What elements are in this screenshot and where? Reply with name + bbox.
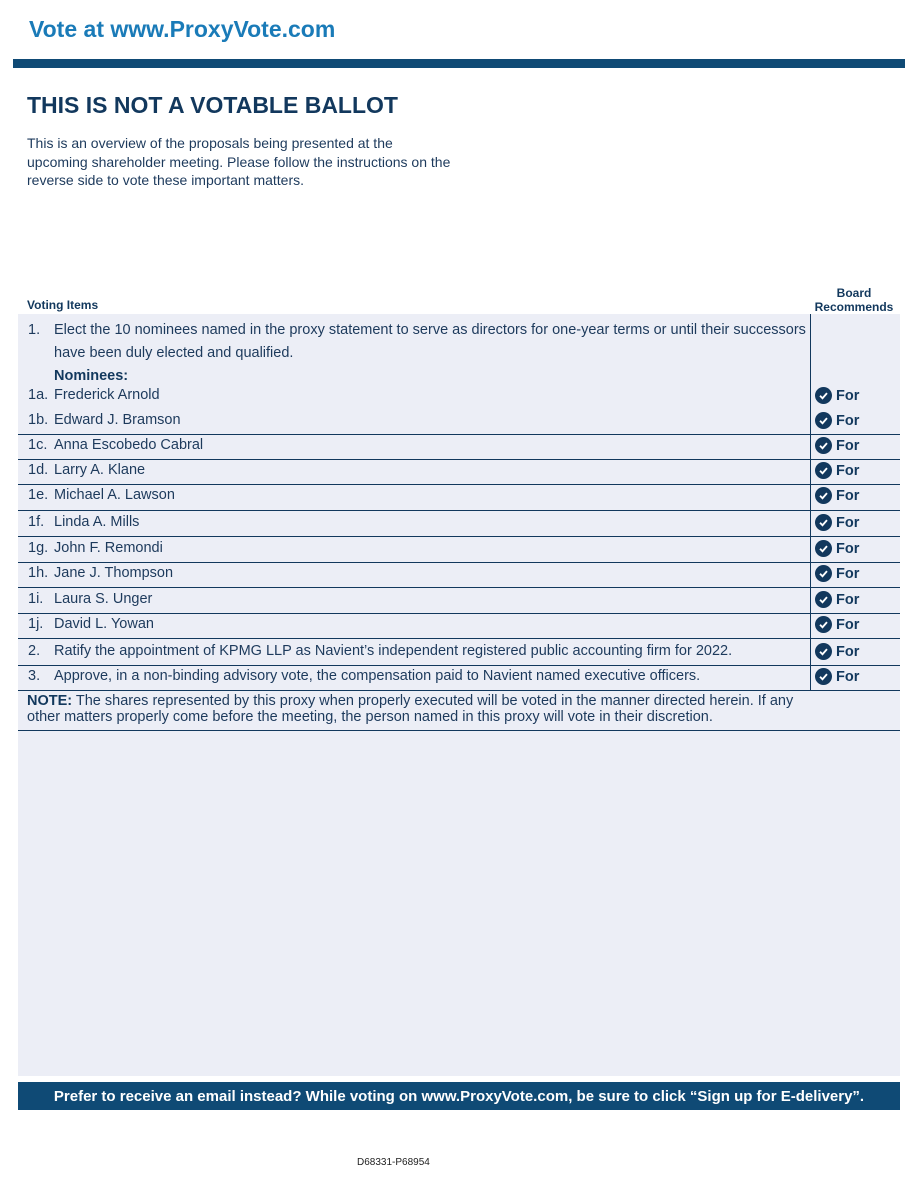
check-circle-icon — [815, 487, 832, 504]
item-text: Jane J. Thompson — [54, 565, 174, 581]
recommendation — [815, 643, 859, 660]
row-divider — [18, 510, 900, 511]
recommendation-label: For — [836, 643, 860, 660]
check-circle-icon — [815, 616, 832, 633]
check-circle-icon — [815, 387, 832, 404]
recommendation — [815, 514, 859, 531]
item-text: Edward J. Bramson — [54, 412, 181, 428]
item-text: Linda A. Mills — [54, 514, 140, 530]
recommendation-label: For — [836, 437, 860, 454]
document-code: D68331-P68954 — [357, 1157, 430, 1168]
check-circle-icon — [815, 412, 832, 429]
recommendation-label: For — [836, 565, 860, 582]
row-divider — [18, 459, 900, 460]
recommendation — [815, 591, 859, 608]
item-number: 1h. — [28, 565, 49, 581]
check-circle-icon — [815, 565, 832, 582]
item-text: Larry A. Klane — [54, 462, 146, 478]
page-title: THIS IS NOT A VOTABLE BALLOT — [27, 92, 398, 118]
voting-items-header: Voting Items — [27, 298, 99, 312]
item-number: 1g. — [28, 540, 49, 556]
item-text: Approve, in a non-binding advisory vote, the compensation paid to Navient named executive officers. — [54, 668, 701, 684]
column-divider — [810, 314, 811, 690]
check-circle-icon — [815, 514, 832, 531]
item-number: 1e. — [28, 487, 49, 503]
item-number: 1c. — [28, 437, 48, 453]
recommendation — [815, 462, 859, 479]
row-divider — [18, 613, 900, 614]
recommendation-label: For — [836, 668, 860, 685]
check-circle-icon — [815, 540, 832, 557]
intro-text: This is an overview of the proposals being presented at the upcoming shareholder meeting. Please follow the instructions on the reverse side to vote these important matters. — [27, 135, 451, 188]
recommendation-label: For — [836, 487, 860, 504]
note-label: NOTE: — [27, 693, 73, 709]
check-circle-icon — [815, 591, 832, 608]
row-divider — [18, 536, 900, 537]
recommendation — [815, 387, 859, 404]
item-number: 1d. — [28, 462, 49, 478]
nominees-label: Nominees: — [54, 368, 129, 384]
recommendation — [815, 616, 859, 633]
item-number: 1j. — [28, 616, 44, 632]
item-text: David L. Yowan — [54, 616, 154, 632]
recommendation-label: For — [836, 412, 860, 429]
recommendation — [815, 412, 859, 429]
item-text: Anna Escobedo Cabral — [54, 437, 204, 453]
top-divider-bar — [13, 59, 905, 68]
note-text — [27, 693, 817, 725]
row-divider — [18, 434, 900, 435]
row-divider — [18, 484, 900, 485]
recommendation-label: For — [836, 540, 860, 557]
item-number: 1a. — [28, 387, 49, 403]
recommendation — [815, 487, 859, 504]
recommendation-label: For — [836, 616, 860, 633]
check-circle-icon — [815, 462, 832, 479]
row-divider — [18, 562, 900, 563]
row-divider — [18, 665, 900, 666]
recommendation-label: For — [836, 462, 860, 479]
recommendation-label: For — [836, 591, 860, 608]
item-text: Laura S. Unger — [54, 591, 153, 607]
row-divider — [18, 638, 900, 639]
edelivery-banner: Prefer to receive an email instead? While voting on www.ProxyVote.com, be sure to click “Sign up for E-delivery”. — [18, 1082, 900, 1110]
item-text: Ratify the appointment of KPMG LLP as Navient’s independent registered public accounting firm for 2022. — [54, 643, 733, 659]
recommendation — [815, 437, 859, 454]
recommendation — [815, 668, 859, 685]
item-number: 2. — [28, 643, 41, 659]
proposal-1 — [18, 319, 808, 388]
proposal-number: 1. — [28, 322, 41, 338]
check-circle-icon — [815, 668, 832, 685]
item-text: Frederick Arnold — [54, 387, 160, 403]
item-number: 1f. — [28, 514, 45, 530]
row-divider — [18, 730, 900, 731]
item-text: John F. Remondi — [54, 540, 163, 556]
proposal-text: Elect the 10 nominees named in the proxy statement to serve as directors for one-year terms or until their successors have been duly elected and qualified. — [54, 322, 806, 361]
row-divider — [18, 587, 900, 588]
recommendation — [815, 540, 859, 557]
item-text: Michael A. Lawson — [54, 487, 175, 503]
board-recommends-header — [808, 286, 900, 314]
item-number: 1b. — [28, 412, 49, 428]
recommendation-label: For — [836, 387, 860, 404]
item-number: 3. — [28, 668, 41, 684]
note-body: The shares represented by this proxy when properly executed will be voted in the manner directed herein. If any other matters properly come before the meeting, the person named in this proxy will vote in their discretion. — [27, 693, 794, 725]
item-number: 1i. — [28, 591, 44, 607]
board-header-line1: Board — [836, 286, 872, 300]
check-circle-icon — [815, 437, 832, 454]
row-divider — [18, 690, 900, 691]
check-circle-icon — [815, 643, 832, 660]
recommendation — [815, 565, 859, 582]
board-header-line2: Recommends — [814, 300, 894, 314]
vote-url-header: Vote at www.ProxyVote.com — [29, 16, 336, 42]
recommendation-label: For — [836, 514, 860, 531]
